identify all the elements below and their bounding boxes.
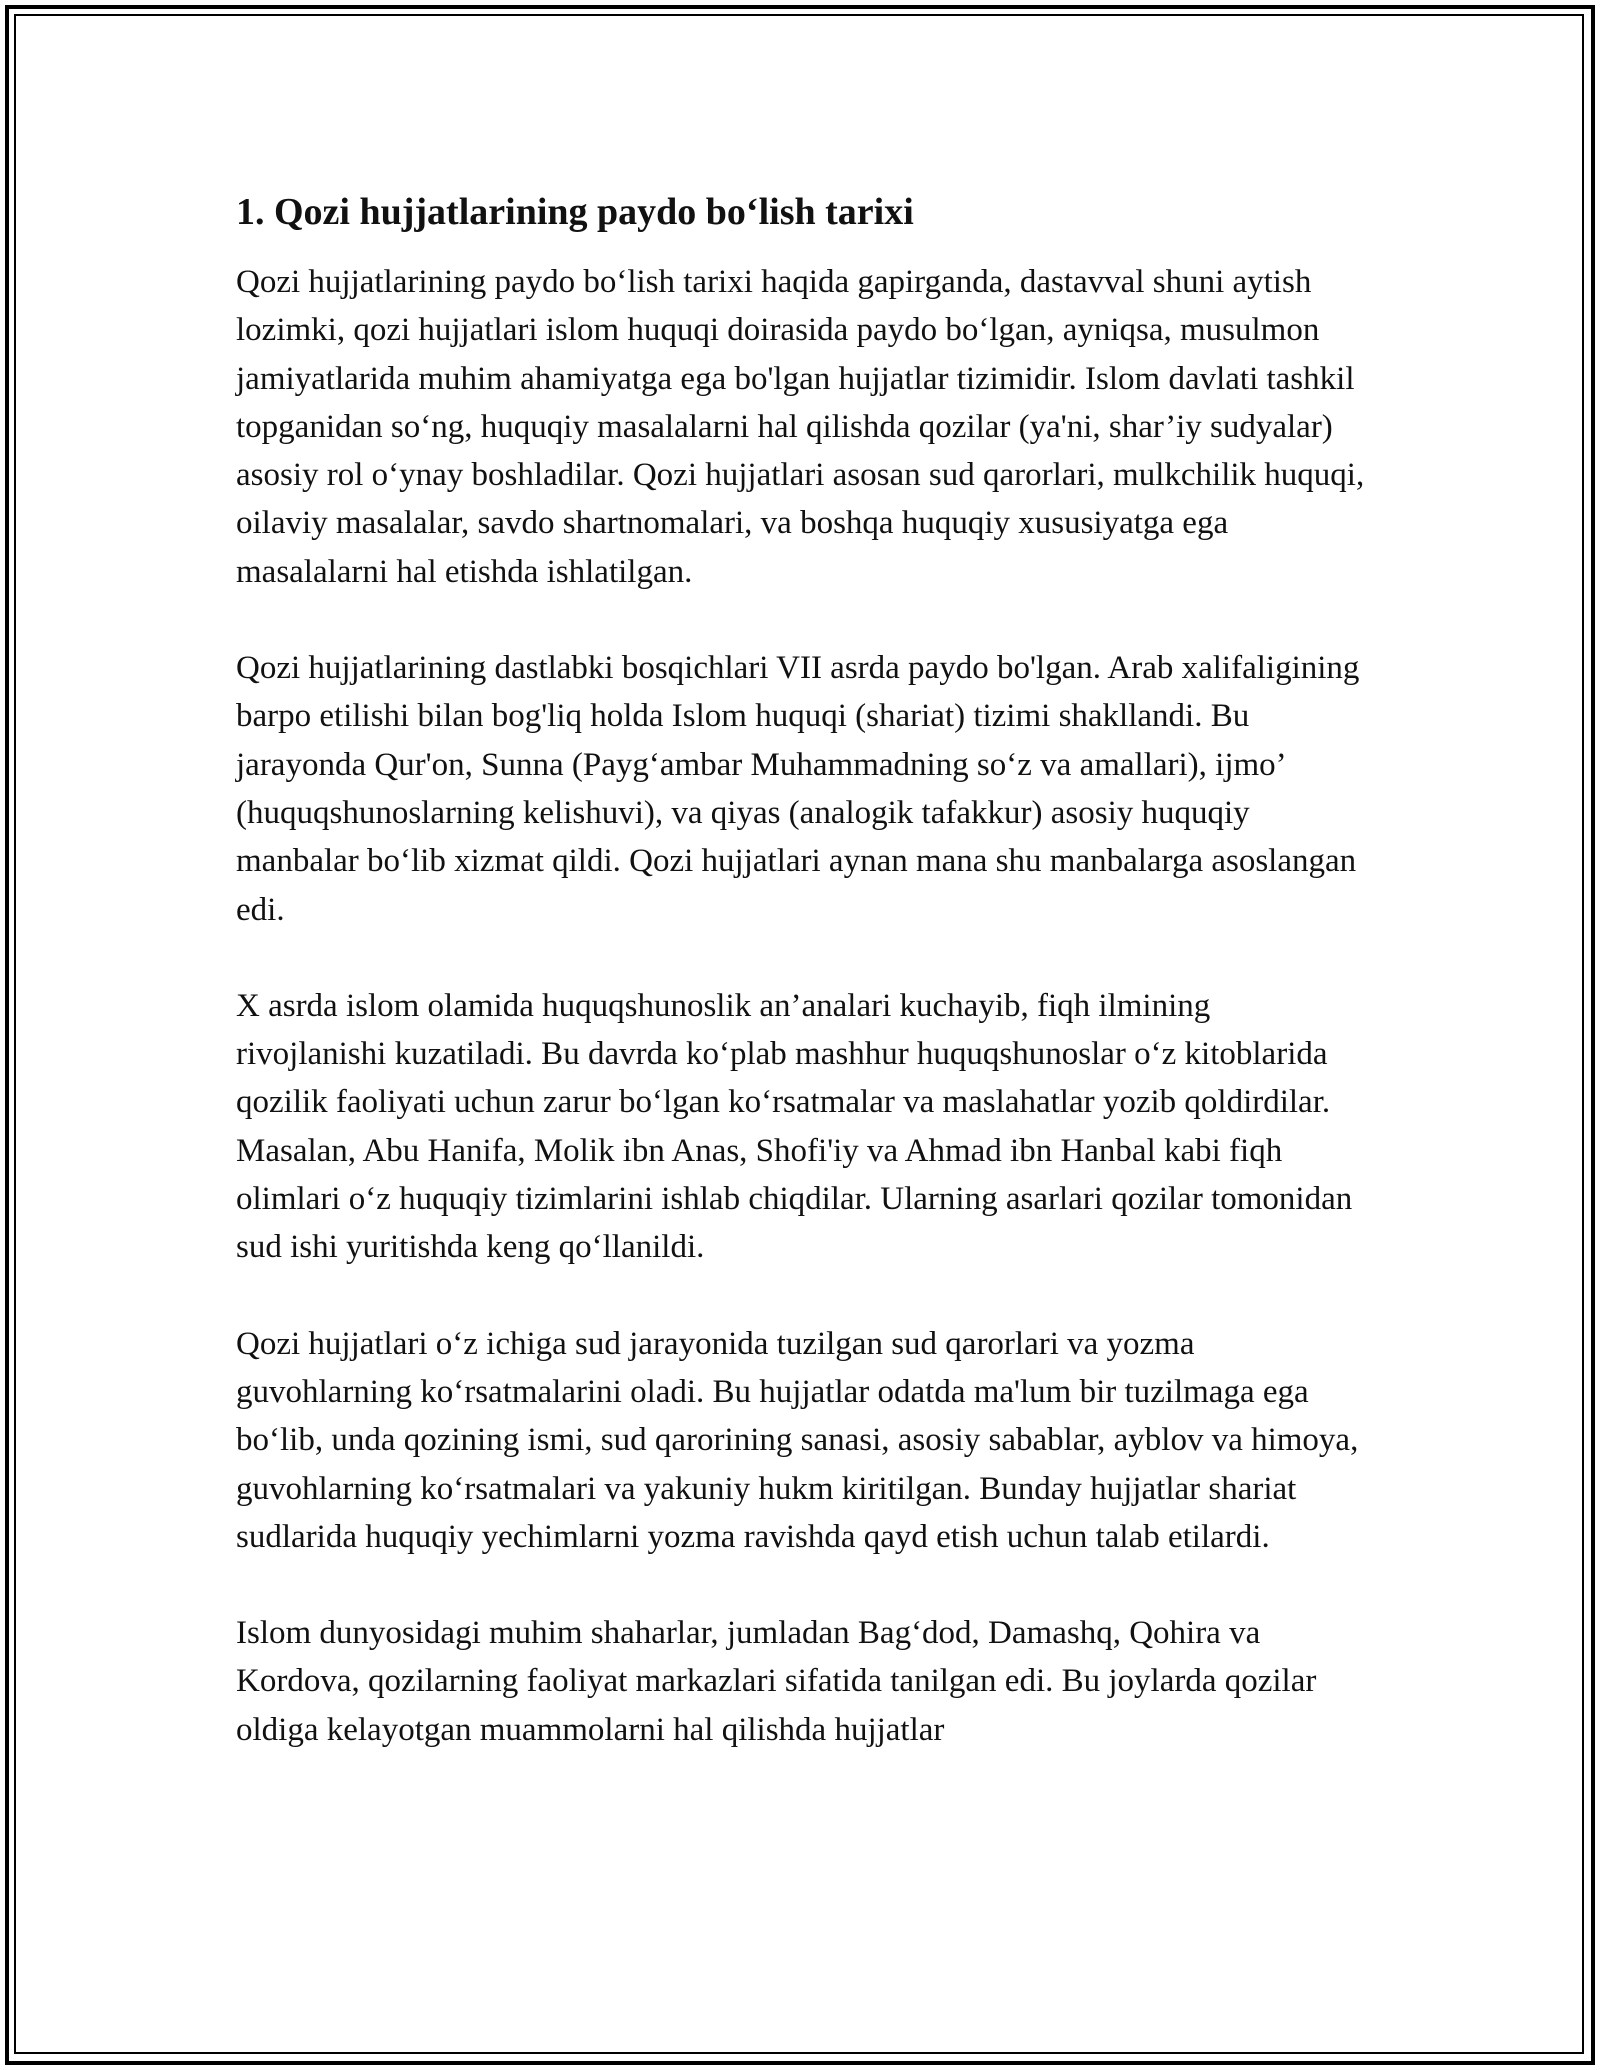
paragraph-2: Qozi hujjatlarining dastlabki bosqichlari VII asrda paydo bo'lgan. Arab xalifaligining barpo etilishi bilan bog'liq holda Islom huquqi (shariat) tizimi shakllandi. Bu jarayonda Qur'on, Sunna (Payg‘ambar Muhammadning so‘z va amallari), ijmo’ (huquqshunoslarning kelishuvi), va qiyas (analogik tafakkur) asosiy huquqiy manbalar bo‘lib xizmat qildi. Qozi hujjatlari aynan mana shu manbalarga asoslangan edi. (236, 650, 1360, 928)
section-heading: 1. Qozi hujjatlarining paydo bo‘lish tarixi (236, 191, 914, 233)
document-page (236, 188, 1366, 1802)
paragraph-3: X asrda islom olamida huquqshunoslik an’analari kuchayib, fiqh ilmining rivojlanishi kuzatiladi. Bu davrda ko‘plab mashhur huquqshunoslar o‘z kitoblarida qozilik faoliyati uchun zarur bo‘lgan ko‘rsatmalar va maslahatlar yozib qoldirdilar. Masalan, Abu Hanifa, Molik ibn Anas, Shofi'iy va Ahmad ibn Hanbal kabi fiqh olimlari o‘z huquqiy tizimlarini ishlab chiqdilar. Ularning asarlari qozilar tomonidan sud ishi yuritishda keng qo‘llanildi. (236, 987, 1353, 1266)
paragraph-1: Qozi hujjatlarining paydo bo‘lish tarixi haqida gapirganda, dastavval shuni aytish lozimki, qozi hujjatlari islom huquqi doirasida paydo bo‘lgan, ayniqsa, musulmon jamiyatlarida muhim ahamiyatga ega bo'lgan hujjatlar tizimidir. Islom davlati tashkil topganidan so‘ng, huquqiy masalalarni hal qilishda qozilar (ya'ni, shar’iy sudyalar) asosiy rol o‘ynay boshladilar. Qozi hujjatlari asosan sud qarorlari, mulkchilik huquqi, oilaviy masalalar, savdo shartnomalari, va boshqa huquqiy xususiyatga ega masalalarni hal etishda ishlatilgan. (236, 264, 1365, 590)
paragraph-5: Islom dunyosidagi muhim shaharlar, jumladan Bag‘dod, Damashq, Qohira va Kordova, qozilarning faoliyat markazlari sifatida tanilgan edi. Bu joylarda qozilar oldiga kelayotgan muammolarni hal qilishda hujjatlar (236, 1615, 1317, 1748)
paragraph-4: Qozi hujjatlari o‘z ichiga sud jarayonida tuzilgan sud qarorlari va yozma guvohlarning ko‘rsatmalarini oladi. Bu hujjatlar odatda ma'lum bir tuzilmaga ega bo‘lib, unda qozining ismi, sud qarorining sanasi, asosiy sabablar, ayblov va himoya, guvohlarning ko‘rsatmalari va yakuniy hukm kiritilgan. Bunday hujjatlar shariat sudlarida huquqiy yechimlarni yozma ravishda qayd etish uchun talab etilardi. (236, 1325, 1359, 1555)
